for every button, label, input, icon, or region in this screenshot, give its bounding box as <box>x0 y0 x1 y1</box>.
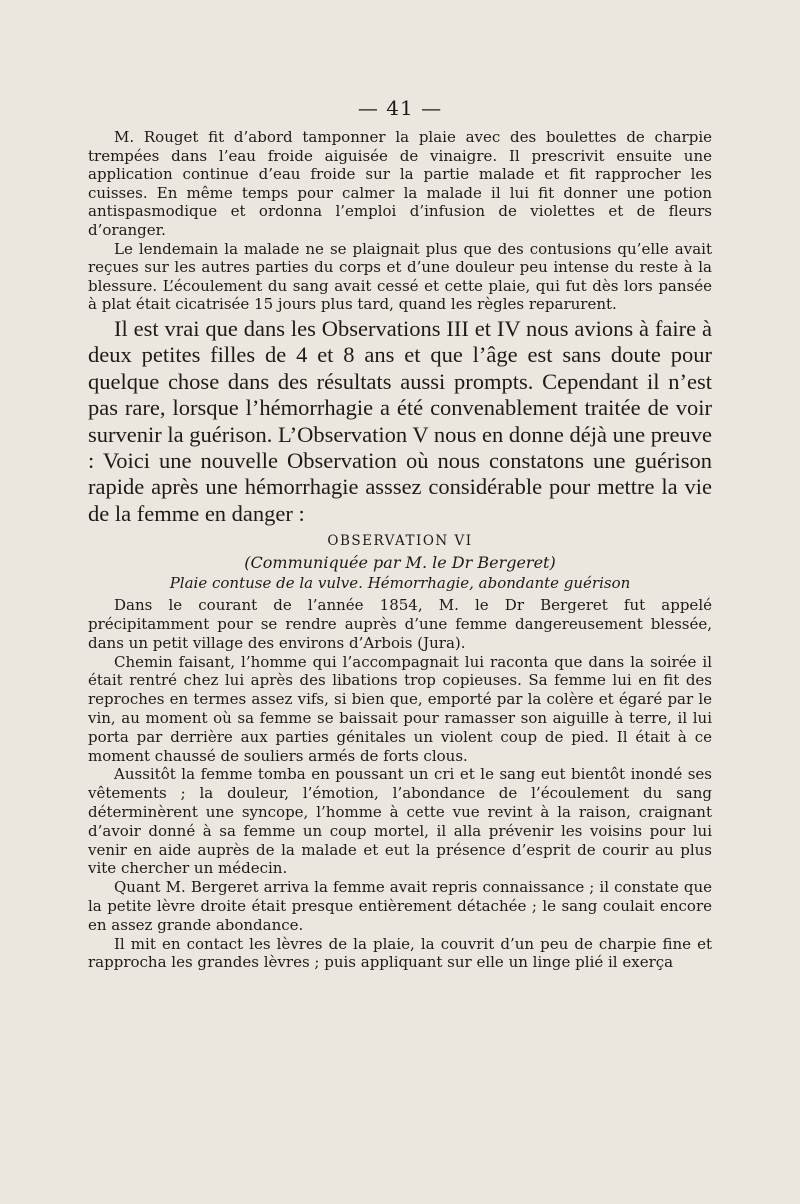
commentary-paragraph: Il est vrai que dans les Observations III et IV nous avions à faire à deux petites filles de 4 et 8 ans et que l’âge est sans doute pour quelque chose dans des résultats aussi prompts. Cependant il n’est pas rare, lorsque l’hémorrhagie a été convenablement traitée de voir survenir la guérison. L’Observation V nous en donne déjà une preuve : Voici une nouvelle Observation où nous constatons une guérison rapide après une hémorrhagie asssez considérable pour mettre la vie de la femme en danger : <box>88 315 712 526</box>
case-intro-paragraph-1: M. Rouget fit d’abord tamponner la plaie avec des boulettes de charpie trempées dans l’eau froide aiguisée de vinaigre. Il prescrivit ensuite une application continue d’eau froide sur la partie malade et fit rapprocher les cuisses. En même temps pour calmer la malade il lui fit donner une potion antispasmodique et ordonna l’emploi d’infusion de violettes et de fleurs d’oranger. <box>88 128 712 239</box>
document-page <box>88 96 712 972</box>
page-number: — 41 — <box>357 96 443 120</box>
observation-title: Plaie contuse de la vulve. Hémorrhagie, abondante guérison <box>169 574 631 593</box>
observation-attribution: (Communiquée par M. le Dr Bergeret) <box>244 553 556 573</box>
observation-paragraph-5: Il mit en contact les lèvres de la plaie, la couvrit d’un peu de charpie fine et rapprocha les grandes lèvres ; puis appliquant sur elle un linge plié il exerça <box>88 934 712 972</box>
observation-paragraph-1: Dans le courant de l’année 1854, M. le Dr Bergeret fut appelé précipitamment pour se rendre auprès d’une femme dangereusement blessée, dans un petit village des environs d’Arbois (Jura). <box>88 596 712 652</box>
observation-heading: OBSERVATION VI <box>327 533 473 550</box>
observation-paragraph-2: Chemin faisant, l’homme qui l’accompagnait lui raconta que dans la soirée il était rentré chez lui après des libations trop copieuses. Sa femme lui en fit des reproches en termes assez vifs, si bien que, emporté par la colère et égaré par le vin, au moment où sa femme se baissait pour ramasser son aiguille à terre, il lui porta par derrière aux parties génitales un violent coup de pied. Il était à ce moment chaussé de souliers armés de forts clous. <box>88 652 712 765</box>
case-intro-paragraph-2: Le lendemain la malade ne se plaignait plus que des contusions qu’elle avait reçues sur les autres parties du corps et d’une douleur peu intense du reste à la blessure. L’écoulement du sang avait cessé et cette plaie, qui fut dès lors pansée à plat était cicatrisée 15 jours plus tard, quand les règles reparurent. <box>88 239 712 314</box>
observation-paragraph-3: Aussitôt la femme tomba en poussant un cri et le sang eut bientôt inondé ses vêtements ; la douleur, l’émotion, l’abondance de l’écoulement du sang déterminèrent une syncope, l’homme à cette vue revint à la raison, craignant d’avoir donné à sa femme un coup mortel, il alla prévenir les voisins pour lui venir en aide auprès de la malade et eut la présence d’esprit de courir au plus vite chercher un médecin. <box>88 765 712 878</box>
observation-paragraph-4: Quant M. Bergeret arriva la femme avait repris connaissance ; il constate que la petite lèvre droite était presque entièrement détachée ; le sang coulait encore en assez grande abondance. <box>88 878 712 934</box>
